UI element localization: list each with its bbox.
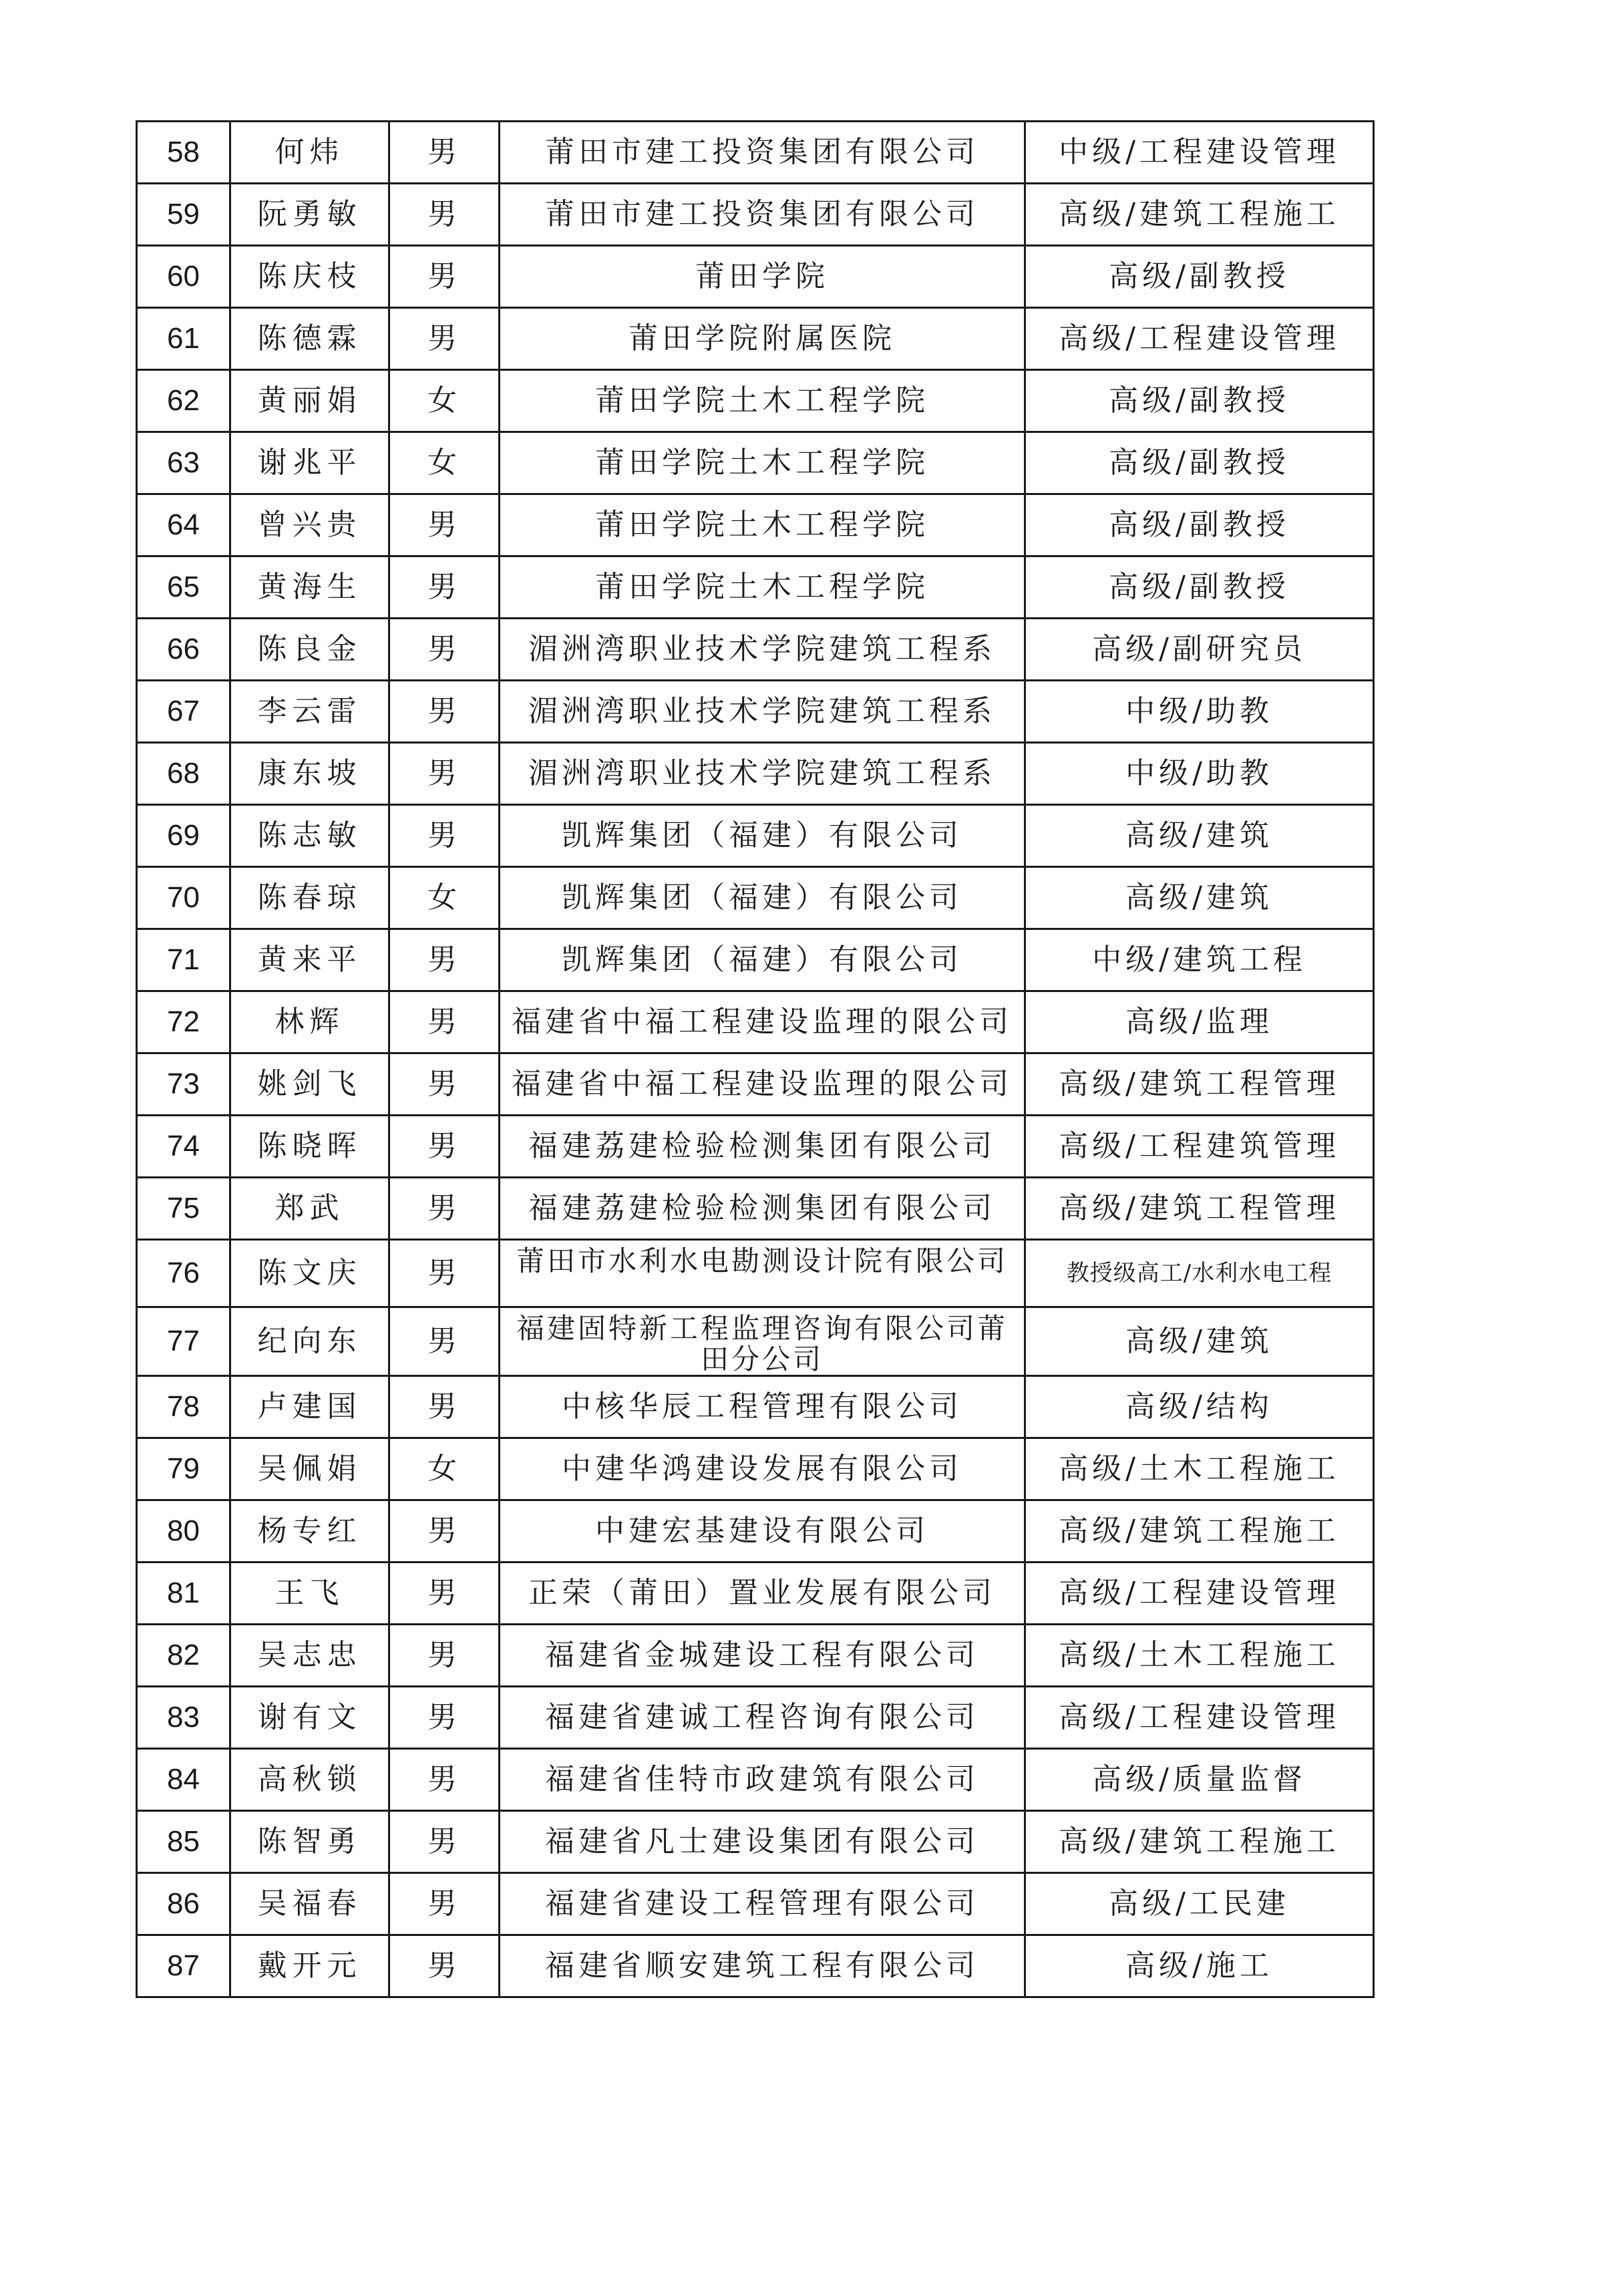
gender-cell: 男 <box>389 1178 500 1240</box>
title-cell: 中级/工程建设管理 <box>1025 122 1374 184</box>
person-name: 阮勇敏 <box>230 184 389 246</box>
table-row <box>137 1749 1374 1811</box>
table-row <box>137 1178 1374 1240</box>
title-cell: 中级/建筑工程 <box>1025 929 1374 991</box>
table-row <box>137 1625 1374 1687</box>
row-number: 87 <box>137 1935 230 1997</box>
organization-cell: 莆田学院附属医院 <box>500 308 1025 370</box>
row-number: 85 <box>137 1811 230 1873</box>
person-name: 郑武 <box>230 1178 389 1240</box>
gender-cell: 女 <box>389 432 500 494</box>
organization-cell: 莆田学院土木工程学院 <box>500 370 1025 432</box>
table-row <box>137 1438 1374 1500</box>
row-number: 72 <box>137 991 230 1053</box>
title-cell: 高级/建筑工程施工 <box>1025 1500 1374 1563</box>
title-cell: 高级/建筑 <box>1025 1307 1374 1376</box>
organization-cell: 福建省建诚工程咨询有限公司 <box>500 1687 1025 1749</box>
organization-cell: 福建省建设工程管理有限公司 <box>500 1873 1025 1935</box>
gender-cell: 男 <box>389 1376 500 1438</box>
organization-cell: 凯辉集团（福建）有限公司 <box>500 805 1025 867</box>
organization-cell: 正荣（莆田）置业发展有限公司 <box>500 1563 1025 1625</box>
title-cell: 高级/副教授 <box>1025 494 1374 556</box>
row-number: 73 <box>137 1053 230 1116</box>
row-number: 70 <box>137 867 230 929</box>
gender-cell: 男 <box>389 1116 500 1178</box>
table-row <box>137 1376 1374 1438</box>
table-row <box>137 991 1374 1053</box>
row-number: 58 <box>137 122 230 184</box>
gender-cell: 男 <box>389 556 500 619</box>
title-cell: 中级/助教 <box>1025 743 1374 805</box>
row-number: 78 <box>137 1376 230 1438</box>
gender-cell: 男 <box>389 743 500 805</box>
table-row <box>137 1811 1374 1873</box>
organization-cell: 莆田学院 <box>500 246 1025 308</box>
row-number: 69 <box>137 805 230 867</box>
table-row <box>137 308 1374 370</box>
title-cell: 中级/助教 <box>1025 681 1374 743</box>
table-row <box>137 929 1374 991</box>
row-number: 86 <box>137 1873 230 1935</box>
person-name: 黄来平 <box>230 929 389 991</box>
title-cell: 高级/结构 <box>1025 1376 1374 1438</box>
person-name: 陈文庆 <box>230 1240 389 1307</box>
gender-cell: 男 <box>389 246 500 308</box>
person-name: 陈春琼 <box>230 867 389 929</box>
organization-cell: 湄洲湾职业技术学院建筑工程系 <box>500 681 1025 743</box>
row-number: 60 <box>137 246 230 308</box>
table-row <box>137 494 1374 556</box>
gender-cell: 女 <box>389 1438 500 1500</box>
person-name: 陈良金 <box>230 619 389 681</box>
organization-cell: 莆田市建工投资集团有限公司 <box>500 184 1025 246</box>
expert-roster-table <box>136 120 1375 1998</box>
table-row <box>137 122 1374 184</box>
person-name: 谢兆平 <box>230 432 389 494</box>
row-number: 61 <box>137 308 230 370</box>
person-name: 杨专红 <box>230 1500 389 1563</box>
gender-cell: 男 <box>389 1811 500 1873</box>
table-row <box>137 1563 1374 1625</box>
table-row <box>137 1307 1374 1376</box>
organization-cell: 莆田学院土木工程学院 <box>500 432 1025 494</box>
gender-cell: 男 <box>389 1240 500 1307</box>
person-name: 黄海生 <box>230 556 389 619</box>
title-cell: 高级/建筑工程管理 <box>1025 1053 1374 1116</box>
person-name: 谢有文 <box>230 1687 389 1749</box>
person-name: 陈志敏 <box>230 805 389 867</box>
organization-cell: 莆田市建工投资集团有限公司 <box>500 122 1025 184</box>
row-number: 62 <box>137 370 230 432</box>
row-number: 77 <box>137 1307 230 1376</box>
gender-cell: 男 <box>389 805 500 867</box>
title-cell: 高级/工程建设管理 <box>1025 1563 1374 1625</box>
gender-cell: 男 <box>389 184 500 246</box>
person-name: 曾兴贵 <box>230 494 389 556</box>
gender-cell: 男 <box>389 681 500 743</box>
gender-cell: 男 <box>389 1873 500 1935</box>
organization-cell: 福建荔建检验检测集团有限公司 <box>500 1178 1025 1240</box>
row-number: 68 <box>137 743 230 805</box>
organization-cell: 莆田学院土木工程学院 <box>500 556 1025 619</box>
organization-cell: 凯辉集团（福建）有限公司 <box>500 929 1025 991</box>
table-row <box>137 1873 1374 1935</box>
person-name: 陈智勇 <box>230 1811 389 1873</box>
person-name: 吴志忠 <box>230 1625 389 1687</box>
gender-cell: 男 <box>389 929 500 991</box>
title-cell: 高级/工程建筑管理 <box>1025 1116 1374 1178</box>
person-name: 何炜 <box>230 122 389 184</box>
row-number: 67 <box>137 681 230 743</box>
title-cell: 高级/副教授 <box>1025 246 1374 308</box>
table-row <box>137 1687 1374 1749</box>
gender-cell: 男 <box>389 1053 500 1116</box>
title-cell: 高级/工民建 <box>1025 1873 1374 1935</box>
organization-cell: 中建宏基建设有限公司 <box>500 1500 1025 1563</box>
organization-cell: 湄洲湾职业技术学院建筑工程系 <box>500 743 1025 805</box>
gender-cell: 男 <box>389 1563 500 1625</box>
row-number: 79 <box>137 1438 230 1500</box>
gender-cell: 男 <box>389 991 500 1053</box>
table-row <box>137 246 1374 308</box>
gender-cell: 男 <box>389 1687 500 1749</box>
table-row <box>137 1500 1374 1563</box>
row-number: 74 <box>137 1116 230 1178</box>
organization-cell: 福建省佳特市政建筑有限公司 <box>500 1749 1025 1811</box>
gender-cell: 男 <box>389 494 500 556</box>
organization-cell: 湄洲湾职业技术学院建筑工程系 <box>500 619 1025 681</box>
person-name: 吴佩娟 <box>230 1438 389 1500</box>
row-number: 76 <box>137 1240 230 1307</box>
title-cell: 高级/副研究员 <box>1025 619 1374 681</box>
title-cell: 高级/土木工程施工 <box>1025 1438 1374 1500</box>
organization-cell: 福建省中福工程建设监理的限公司 <box>500 1053 1025 1116</box>
row-number: 81 <box>137 1563 230 1625</box>
title-cell: 高级/监理 <box>1025 991 1374 1053</box>
table-row <box>137 805 1374 867</box>
person-name: 黄丽娟 <box>230 370 389 432</box>
title-cell: 高级/副教授 <box>1025 432 1374 494</box>
gender-cell: 男 <box>389 1749 500 1811</box>
title-cell: 高级/建筑 <box>1025 867 1374 929</box>
title-cell: 高级/土木工程施工 <box>1025 1625 1374 1687</box>
row-number: 80 <box>137 1500 230 1563</box>
table-row <box>137 370 1374 432</box>
gender-cell: 男 <box>389 1307 500 1376</box>
organization-cell: 福建省凡士建设集团有限公司 <box>500 1811 1025 1873</box>
person-name: 康东坡 <box>230 743 389 805</box>
title-cell: 高级/工程建设管理 <box>1025 308 1374 370</box>
person-name: 高秋锁 <box>230 1749 389 1811</box>
person-name: 李云雷 <box>230 681 389 743</box>
title-cell: 高级/建筑工程管理 <box>1025 1178 1374 1240</box>
row-number: 63 <box>137 432 230 494</box>
gender-cell: 女 <box>389 370 500 432</box>
person-name: 戴开元 <box>230 1935 389 1997</box>
gender-cell: 女 <box>389 867 500 929</box>
title-cell: 高级/副教授 <box>1025 556 1374 619</box>
title-cell: 高级/施工 <box>1025 1935 1374 1997</box>
gender-cell: 男 <box>389 1935 500 1997</box>
person-name: 纪向东 <box>230 1307 389 1376</box>
organization-cell: 福建省中福工程建设监理的限公司 <box>500 991 1025 1053</box>
organization-cell: 中核华辰工程管理有限公司 <box>500 1376 1025 1438</box>
gender-cell: 男 <box>389 122 500 184</box>
person-name: 卢建国 <box>230 1376 389 1438</box>
title-cell: 高级/副教授 <box>1025 370 1374 432</box>
row-number: 59 <box>137 184 230 246</box>
title-cell: 高级/质量监督 <box>1025 1749 1374 1811</box>
title-cell: 高级/建筑工程施工 <box>1025 1811 1374 1873</box>
organization-cell: 凯辉集团（福建）有限公司 <box>500 867 1025 929</box>
table-row <box>137 1116 1374 1178</box>
table-row <box>137 184 1374 246</box>
title-cell: 高级/建筑工程施工 <box>1025 184 1374 246</box>
gender-cell: 男 <box>389 308 500 370</box>
person-name: 林辉 <box>230 991 389 1053</box>
table-row <box>137 1240 1374 1307</box>
person-name: 陈庆枝 <box>230 246 389 308</box>
organization-cell: 莆田市水利水电勘测设计院有限公司 <box>500 1240 1025 1307</box>
table-row <box>137 556 1374 619</box>
organization-cell: 福建荔建检验检测集团有限公司 <box>500 1116 1025 1178</box>
person-name: 姚剑飞 <box>230 1053 389 1116</box>
table-row <box>137 681 1374 743</box>
table-row <box>137 867 1374 929</box>
organization-cell: 福建固特新工程监理咨询有限公司莆田分公司 <box>500 1307 1025 1376</box>
gender-cell: 男 <box>389 1500 500 1563</box>
row-number: 66 <box>137 619 230 681</box>
row-number: 75 <box>137 1178 230 1240</box>
person-name: 陈德霖 <box>230 308 389 370</box>
organization-cell: 福建省金城建设工程有限公司 <box>500 1625 1025 1687</box>
row-number: 65 <box>137 556 230 619</box>
table-row <box>137 432 1374 494</box>
person-name: 王飞 <box>230 1563 389 1625</box>
title-cell: 高级/工程建设管理 <box>1025 1687 1374 1749</box>
gender-cell: 男 <box>389 619 500 681</box>
table-row <box>137 1935 1374 1997</box>
person-name: 吴福春 <box>230 1873 389 1935</box>
row-number: 82 <box>137 1625 230 1687</box>
row-number: 84 <box>137 1749 230 1811</box>
person-name: 陈晓晖 <box>230 1116 389 1178</box>
table-row <box>137 743 1374 805</box>
organization-cell: 莆田学院土木工程学院 <box>500 494 1025 556</box>
title-cell: 教授级高工/水利水电工程 <box>1025 1240 1374 1307</box>
roster-body <box>137 122 1374 1997</box>
row-number: 64 <box>137 494 230 556</box>
row-number: 71 <box>137 929 230 991</box>
row-number: 83 <box>137 1687 230 1749</box>
organization-cell: 中建华鸿建设发展有限公司 <box>500 1438 1025 1500</box>
table-row <box>137 619 1374 681</box>
table-row <box>137 1053 1374 1116</box>
gender-cell: 男 <box>389 1625 500 1687</box>
title-cell: 高级/建筑 <box>1025 805 1374 867</box>
organization-cell: 福建省顺安建筑工程有限公司 <box>500 1935 1025 1997</box>
